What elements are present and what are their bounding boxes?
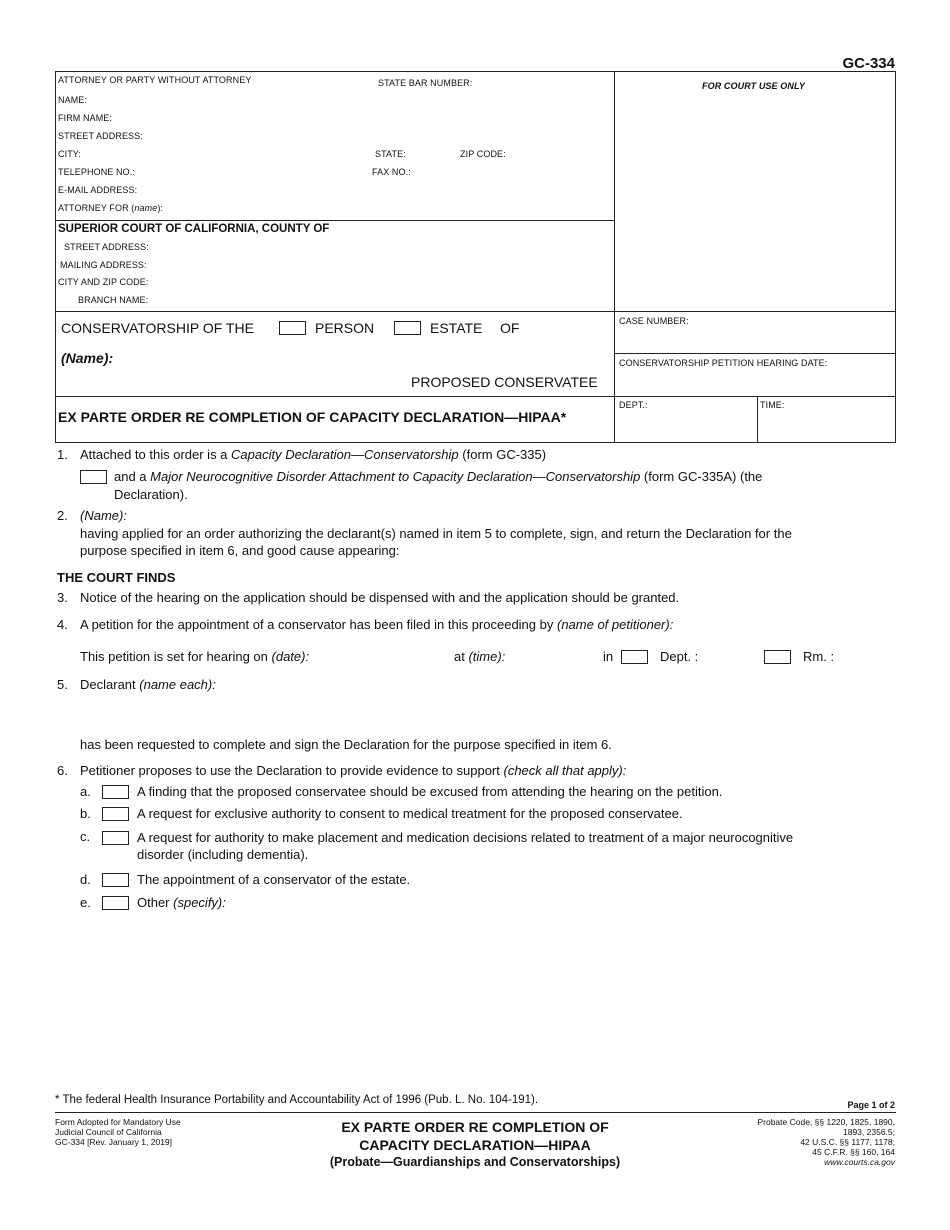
item-1-text: Attached to this order is a Capacity Declaration—Conservatorship (form GC-335) bbox=[80, 447, 547, 462]
item-2-text-line-1: having applied for an order authorizing the declarant(s) named in item 5 to complete, sign, and return the Declaration for the bbox=[80, 526, 792, 541]
attorney-for-label: ATTORNEY FOR (name): bbox=[58, 203, 164, 213]
item-6c-checkbox[interactable] bbox=[102, 831, 129, 845]
item-6b-checkbox[interactable] bbox=[102, 807, 129, 821]
state-bar-number-label: STATE BAR NUMBER: bbox=[378, 78, 473, 88]
adopted-line-2: Judicial Council of California bbox=[55, 1127, 162, 1137]
person-label: PERSON bbox=[315, 320, 375, 336]
name-label: NAME: bbox=[58, 95, 88, 105]
footer-title-line-1: EX PARTE ORDER RE COMPLETION OF bbox=[341, 1119, 609, 1135]
form-number: GC-334 bbox=[842, 55, 895, 72]
item-6-text: Petitioner proposes to use the Declaration to provide evidence to support (check all that apply): bbox=[80, 763, 627, 778]
item-6b-text: A request for exclusive authority to consent to medical treatment for the proposed conservatee. bbox=[137, 806, 683, 821]
item-4-hearing-text: This petition is set for hearing on (date): bbox=[80, 649, 310, 664]
item-3-text: Notice of the hearing on the application should be dispensed with and the application should be granted. bbox=[80, 590, 680, 605]
court-street-label: STREET ADDRESS: bbox=[64, 242, 149, 252]
form-title: EX PARTE ORDER RE COMPLETION OF CAPACITY DECLARATION—HIPAA* bbox=[58, 409, 567, 425]
divider-dept-time bbox=[757, 396, 758, 443]
room-checkbox[interactable] bbox=[764, 650, 791, 664]
item-5-number: 5. bbox=[57, 677, 68, 692]
of-label: OF bbox=[500, 320, 520, 336]
form-adopted-block bbox=[55, 1117, 181, 1147]
court-use-label: FOR COURT USE ONLY bbox=[702, 81, 805, 91]
fax-label: FAX NO.: bbox=[372, 167, 411, 177]
item-3-number: 3. bbox=[57, 590, 68, 605]
item-6d-checkbox[interactable] bbox=[102, 873, 129, 887]
dept-checkbox[interactable] bbox=[621, 650, 648, 664]
item-6d-letter: d. bbox=[80, 872, 91, 887]
item-4-time-text: at (time): bbox=[454, 649, 506, 664]
item-6e-text: Other (specify): bbox=[137, 895, 226, 910]
divider-case-number bbox=[614, 353, 896, 354]
footer-title-block bbox=[255, 1118, 695, 1170]
item-4-dept-label: Dept. : bbox=[660, 649, 699, 664]
item-6e-checkbox[interactable] bbox=[102, 896, 129, 910]
code-line-1: Probate Code, §§ 1220, 1825, 1890, bbox=[757, 1117, 895, 1127]
item-6a-letter: a. bbox=[80, 784, 91, 799]
caption-name-label: (Name): bbox=[61, 350, 114, 366]
item-6e-letter: e. bbox=[80, 895, 91, 910]
proposed-conservatee-label: PROPOSED CONSERVATEE bbox=[411, 374, 598, 390]
divider-hearing bbox=[614, 396, 896, 397]
item-6c-text-line-1: A request for authority to make placement and medication decisions related to treatment of a major neurocognitive bbox=[137, 830, 794, 845]
item-6b-letter: b. bbox=[80, 806, 91, 821]
gc-335a-checkbox[interactable] bbox=[80, 470, 107, 484]
state-label: STATE: bbox=[375, 149, 406, 159]
court-finds-heading: THE COURT FINDS bbox=[57, 570, 176, 585]
item-6c-letter: c. bbox=[80, 829, 91, 844]
item-6c-text-line-2: disorder (including dementia). bbox=[137, 847, 309, 862]
time-label: TIME: bbox=[760, 400, 785, 410]
item-6-number: 6. bbox=[57, 763, 68, 778]
item-2-name-label: (Name): bbox=[80, 508, 127, 523]
item-2-text-line-2: purpose specified in item 6, and good cause appearing: bbox=[80, 543, 400, 558]
footnote: * The federal Health Insurance Portability and Accountability Act of 1996 (Pub. L. No. 104-191). bbox=[55, 1094, 539, 1106]
street-address-label: STREET ADDRESS: bbox=[58, 131, 143, 141]
conservatorship-of-the-label: CONSERVATORSHIP OF THE bbox=[61, 320, 254, 336]
code-line-2: 1893, 2356.5; bbox=[843, 1127, 895, 1137]
city-label: CITY: bbox=[58, 149, 82, 159]
item-6a-text: A finding that the proposed conservatee should be excused from attending the hearing on the petition. bbox=[137, 784, 723, 799]
caption-divider bbox=[614, 71, 615, 443]
code-line-3: 42 U.S.C. §§ 1177, 1178; bbox=[800, 1137, 895, 1147]
adopted-line-3: GC-334 [Rev. January 1, 2019] bbox=[55, 1137, 173, 1147]
court-branch-label: BRANCH NAME: bbox=[78, 295, 149, 305]
estate-checkbox[interactable] bbox=[394, 321, 421, 335]
footer-title-line-2: CAPACITY DECLARATION—HIPAA bbox=[359, 1137, 591, 1153]
item-1-declaration-text: Declaration). bbox=[114, 487, 188, 502]
item-4-number: 4. bbox=[57, 617, 68, 632]
court-city-zip-label: CITY AND ZIP CODE: bbox=[58, 277, 149, 287]
zip-code-label: ZIP CODE: bbox=[460, 149, 506, 159]
estate-label: ESTATE bbox=[430, 320, 483, 336]
item-1-attachment-text: and a Major Neurocognitive Disorder Attachment to Capacity Declaration—Conservatorship (form GC-335A) (the bbox=[114, 469, 763, 484]
item-6a-checkbox[interactable] bbox=[102, 785, 129, 799]
footer-title-line-3: (Probate—Guardianships and Conservatorships) bbox=[329, 1155, 621, 1169]
telephone-label: TELEPHONE NO.: bbox=[58, 167, 135, 177]
footer-rule bbox=[55, 1112, 896, 1113]
adopted-line-1: Form Adopted for Mandatory Use bbox=[55, 1117, 181, 1127]
email-label: E-MAIL ADDRESS: bbox=[58, 185, 138, 195]
item-1-number: 1. bbox=[57, 447, 68, 462]
item-6d-text: The appointment of a conservator of the estate. bbox=[137, 872, 411, 887]
code-citations bbox=[757, 1117, 895, 1167]
item-4-room-label: Rm. : bbox=[803, 649, 835, 664]
person-checkbox[interactable] bbox=[279, 321, 306, 335]
divider-court bbox=[55, 220, 614, 221]
case-number-label: CASE NUMBER: bbox=[619, 316, 689, 326]
item-5-requested-text: has been requested to complete and sign the Declaration for the purpose specified in item 6. bbox=[80, 737, 612, 752]
item-4-in-label: in bbox=[603, 649, 614, 664]
divider-caption bbox=[55, 311, 896, 312]
court-title: SUPERIOR COURT OF CALIFORNIA, COUNTY OF bbox=[58, 223, 330, 235]
item-4-text: A petition for the appointment of a conservator has been filed in this proceeding by (name of petitioner): bbox=[80, 617, 674, 632]
item-5-text: Declarant (name each): bbox=[80, 677, 216, 692]
page-number: Page 1 of 2 bbox=[847, 1100, 895, 1110]
court-mailing-label: MAILING ADDRESS: bbox=[60, 260, 147, 270]
attorney-or-party-label: ATTORNEY OR PARTY WITHOUT ATTORNEY bbox=[58, 75, 252, 85]
firm-name-label: FIRM NAME: bbox=[58, 113, 112, 123]
code-line-4: 45 C.F.R. §§ 160, 164 bbox=[812, 1147, 895, 1157]
website-link[interactable]: www.courts.ca.gov bbox=[824, 1157, 895, 1167]
hearing-date-label: CONSERVATORSHIP PETITION HEARING DATE: bbox=[619, 358, 828, 368]
dept-label: DEPT.: bbox=[619, 400, 648, 410]
divider-title bbox=[55, 396, 614, 397]
item-2-number: 2. bbox=[57, 508, 68, 523]
